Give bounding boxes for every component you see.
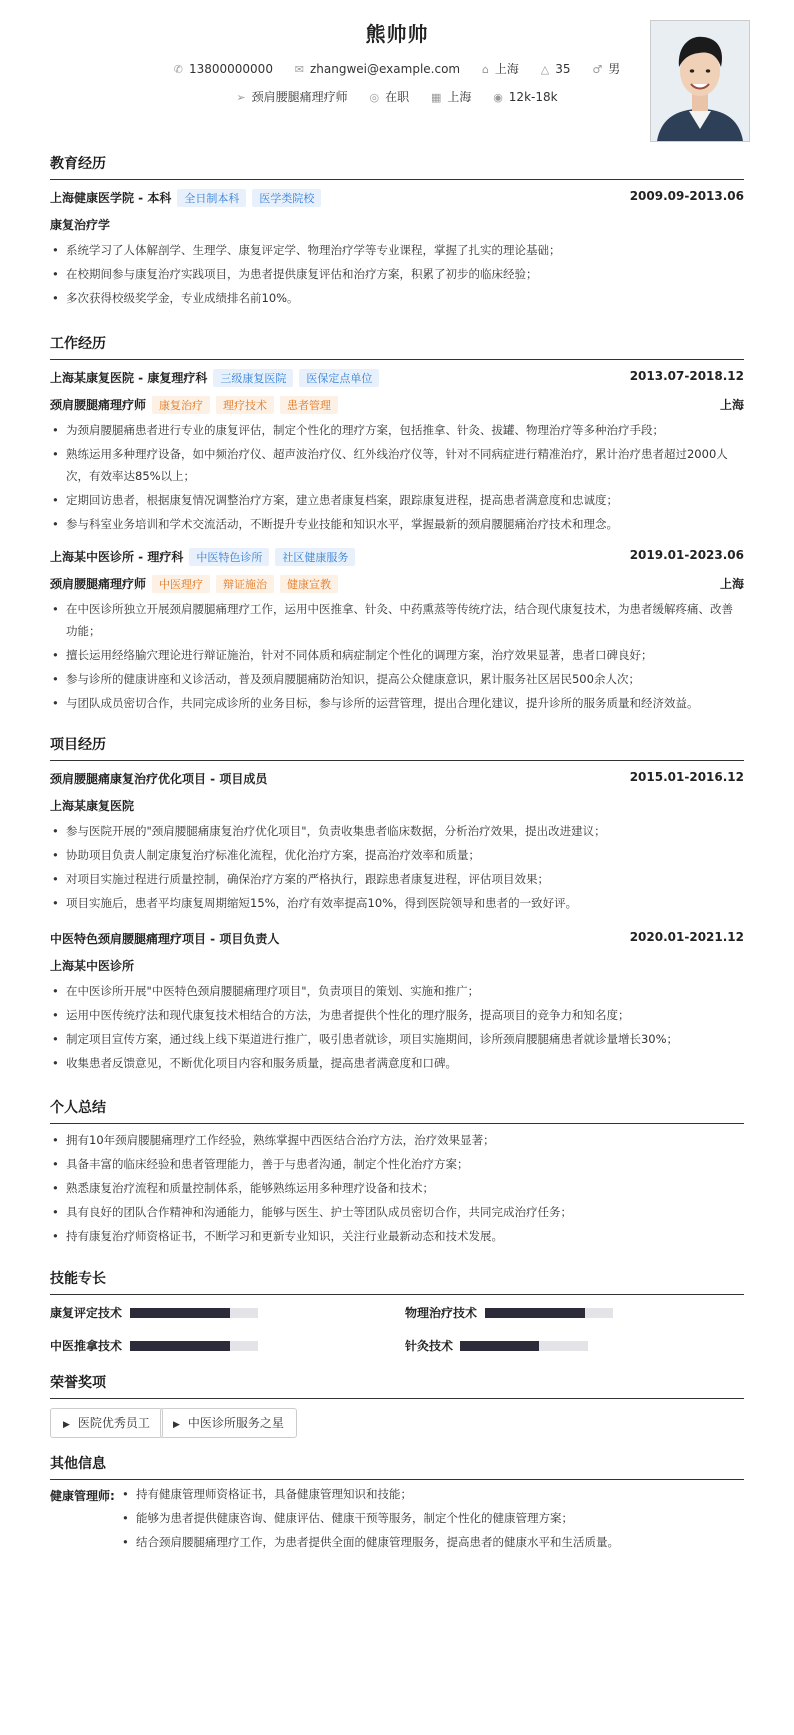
skill-bar-fill <box>485 1308 585 1318</box>
job-role: 颈肩腰腿痛理疗师 <box>50 398 147 412</box>
salary-item <box>493 90 557 104</box>
job-date: 2019.01-2023.06 <box>629 548 744 562</box>
list-item: • 擅长运用经络腧穴理论进行辩证施治，针对不同体质和病症制定个性化的调理方案，治疗效果显著，患者口碑良好； <box>50 644 744 666</box>
skill-label: 康复评定技术 <box>50 1306 123 1320</box>
skill-bar-fill <box>130 1308 230 1318</box>
job-date: 2013.07-2018.12 <box>629 369 744 383</box>
job-org: 上海某中医诊所 - 理疗科 <box>50 550 184 564</box>
play-icon: ▶ <box>63 1420 70 1430</box>
project-org-row <box>50 957 744 975</box>
list-item: • 对项目实施过程进行质量控制，确保治疗方案的严格执行，跟踪患者康复进程，评估项目效果； <box>50 868 744 890</box>
skill-label: 物理治疗技术 <box>405 1306 478 1320</box>
building-icon: ▦ <box>430 91 442 104</box>
honors-section <box>50 1372 744 1399</box>
list-item: • 系统学习了人体解剖学、生理学、康复评定学、物理治疗学等专业课程，掌握了扎实的理论基础； <box>50 239 744 261</box>
play-icon: ▶ <box>173 1420 180 1430</box>
skill-item <box>405 1304 705 1322</box>
list-item: • 运用中医传统疗法和现代康复技术相结合的方法，为患者提供个性化的理疗服务，提高项目的竞争力和知名度； <box>50 1004 744 1026</box>
skill-bar <box>460 1341 588 1351</box>
award-label: 医院优秀员工 <box>77 1416 150 1430</box>
salary-value: 12k-18k <box>508 90 558 104</box>
list-item: • 协助项目负责人制定康复治疗标准化流程，优化治疗方案，提高治疗效率和质量； <box>50 844 744 866</box>
skills-section <box>50 1268 744 1295</box>
org-tag: 三级康复医院 <box>213 369 293 387</box>
job-role: 颈肩腰腿痛理疗师 <box>50 577 147 591</box>
work-section <box>50 333 744 360</box>
award-badge <box>50 1408 163 1438</box>
list-item: • 在校期间参与康复治疗实践项目，为患者提供康复评估和治疗方案，积累了初步的临床经验； <box>50 263 744 285</box>
profile-photo <box>650 20 750 142</box>
summary-title: 个人总结 <box>50 1097 744 1124</box>
project-name: 中医特色颈肩腰腿痛理疗项目 - 项目负责人 <box>50 932 280 946</box>
list-item: • 多次获得校级奖学金，专业成绩排名前10%。 <box>50 287 744 309</box>
list-item: • 参与诊所的健康讲座和义诊活动，普及颈肩腰腿痛防治知识，提高公众健康意识，累计服务社区居民500余人次； <box>50 668 744 690</box>
avatar-portrait <box>651 21 749 141</box>
skill-bar <box>485 1308 613 1318</box>
project-org-row <box>50 797 744 815</box>
send-icon: ➢ <box>236 91 246 104</box>
phone-value: 13800000000 <box>188 62 273 76</box>
projects-title: 项目经历 <box>50 734 744 761</box>
education-school-row <box>50 189 744 207</box>
project-name: 颈肩腰腿痛康复治疗优化项目 - 项目成员 <box>50 772 268 786</box>
mail-icon: ✉ <box>294 63 304 76</box>
job-location: 上海 <box>719 577 744 591</box>
project-name-row <box>50 770 744 788</box>
email-value: zhangwei@example.com <box>310 62 461 76</box>
other-block <box>50 1487 744 1567</box>
school-name: 上海健康医学院 - 本科 <box>50 191 172 205</box>
education-bullets <box>50 239 744 311</box>
skill-item <box>50 1337 350 1355</box>
project-org: 上海某中医诊所 <box>50 959 135 973</box>
list-item: • 拥有10年颈肩腰腿痛理疗工作经验，熟练掌握中西医结合治疗方法，治疗效果显著； <box>50 1129 744 1151</box>
home-icon: ⌂ <box>481 63 489 76</box>
work-title: 工作经历 <box>50 333 744 360</box>
role-tag: 理疗技术 <box>216 396 274 414</box>
project-bullets <box>50 820 744 916</box>
list-item: • 在中医诊所开展"中医特色颈肩腰腿痛理疗项目"，负责项目的策划、实施和推广； <box>50 980 744 1002</box>
org-tag: 医保定点单位 <box>299 369 379 387</box>
skill-item <box>50 1304 350 1322</box>
award-label: 中医诊所服务之星 <box>187 1416 284 1430</box>
cake-icon: △ <box>540 63 550 76</box>
project-date: 2015.01-2016.12 <box>629 770 744 784</box>
honors-title: 荣誉奖项 <box>50 1372 744 1399</box>
project-org: 上海某康复医院 <box>50 799 135 813</box>
list-item: • 定期回访患者，根据康复情况调整治疗方案，建立患者康复档案，跟踪康复进程，提高患者满意度和忠诚度； <box>50 489 744 511</box>
award-badge <box>160 1408 297 1438</box>
list-item: • 制定项目宣传方案，通过线上线下渠道进行推广，吸引患者就诊，项目实施期间，诊所颈肩腰腿痛患者就诊量增长30%； <box>50 1028 744 1050</box>
other-label: 健康管理师: <box>50 1489 115 1503</box>
skill-bar-fill <box>460 1341 539 1351</box>
other-title: 其他信息 <box>50 1453 744 1480</box>
skill-item <box>405 1337 705 1355</box>
status-item <box>369 88 409 105</box>
summary-bullets <box>50 1129 744 1249</box>
job-bullets <box>50 419 744 537</box>
job-location: 上海 <box>719 398 744 412</box>
education-major-row <box>50 216 744 234</box>
job-title-item <box>236 88 347 105</box>
list-item: • 结合颈肩腰腿痛理疗工作，为患者提供全面的健康管理服务，提高患者的健康水平和生活质量。 <box>120 1531 744 1553</box>
phone-item <box>174 62 273 76</box>
role-tag: 康复治疗 <box>152 396 210 414</box>
city-value: 上海 <box>494 62 519 76</box>
skill-bar <box>130 1308 258 1318</box>
job-role-row <box>50 575 744 593</box>
job-role-row <box>50 396 744 414</box>
work-city-item <box>431 88 471 105</box>
org-tag: 中医特色诊所 <box>189 548 269 566</box>
list-item: • 熟悉康复治疗流程和质量控制体系，能够熟练运用多种理疗设备和技术； <box>50 1177 744 1199</box>
role-tag: 健康宣教 <box>280 575 338 593</box>
list-item: • 具备丰富的临床经验和患者管理能力，善于与患者沟通，制定个性化治疗方案； <box>50 1153 744 1175</box>
phone-icon: ✆ <box>173 63 183 76</box>
city-item <box>482 60 519 77</box>
list-item: • 具有良好的团队合作精神和沟通能力，能够与医生、护士等团队成员密切合作，共同完成治疗任务； <box>50 1201 744 1223</box>
honors-list <box>50 1408 744 1438</box>
major-name: 康复治疗学 <box>50 218 111 232</box>
age-item <box>541 62 571 76</box>
list-item: • 持有康复治疗师资格证书，不断学习和更新专业知识，关注行业最新动态和技术发展。 <box>50 1225 744 1247</box>
contact-row-1 <box>50 60 744 77</box>
list-item: • 参与科室业务培训和学术交流活动，不断提升专业技能和知识水平，掌握最新的颈肩腰腿痛治疗技术和理念。 <box>50 513 744 535</box>
skill-label: 中医推拿技术 <box>50 1339 123 1353</box>
status-value: 在职 <box>385 90 410 104</box>
job-org-row <box>50 369 744 387</box>
projects-section <box>50 734 744 761</box>
project-date: 2020.01-2021.12 <box>629 930 744 944</box>
education-title: 教育经历 <box>50 153 744 180</box>
gender-value: 男 <box>608 62 621 76</box>
gender-icon: ♂ <box>592 63 603 76</box>
contact-row-2 <box>50 88 744 105</box>
skill-bar-fill <box>130 1341 230 1351</box>
school-tag: 医学类院校 <box>252 189 321 207</box>
project-bullets <box>50 980 744 1076</box>
skills-title: 技能专长 <box>50 1268 744 1295</box>
status-icon: ◎ <box>369 91 380 104</box>
list-item: • 为颈肩腰腿痛患者进行专业的康复评估，制定个性化的理疗方案，包括推拿、针灸、拔罐、物理治疗等多种治疗手段； <box>50 419 744 441</box>
age-value: 35 <box>555 62 571 76</box>
job-org: 上海某康复医院 - 康复理疗科 <box>50 371 208 385</box>
coin-icon: ◉ <box>493 91 503 104</box>
list-item: • 持有健康管理师资格证书，具备健康管理知识和技能； <box>120 1483 744 1505</box>
role-tag: 辩证施治 <box>216 575 274 593</box>
other-section <box>50 1453 744 1480</box>
summary-section <box>50 1097 744 1124</box>
work-city-value: 上海 <box>447 90 472 104</box>
list-item: • 与团队成员密切合作，共同完成诊所的业务目标，参与诊所的运营管理，提出合理化建议，提升诊所的服务质量和经济效益。 <box>50 692 744 714</box>
project-name-row <box>50 930 744 948</box>
role-tag: 患者管理 <box>280 396 338 414</box>
candidate-name: 熊帅帅 <box>365 22 429 46</box>
job-bullets <box>50 598 744 716</box>
list-item: • 参与医院开展的"颈肩腰腿痛康复治疗优化项目"，负责收集患者临床数据，分析治疗效果，提出改进建议； <box>50 820 744 842</box>
education-section <box>50 153 744 180</box>
other-bullets <box>120 1483 744 1555</box>
skill-label: 针灸技术 <box>405 1339 454 1353</box>
school-tag: 全日制本科 <box>177 189 246 207</box>
gender-item <box>592 60 620 77</box>
email-item <box>295 62 460 76</box>
list-item: • 熟练运用多种理疗设备，如中频治疗仪、超声波治疗仪、红外线治疗仪等，针对不同病症进行精准治疗，累计治疗患者超过2000人次，有效率达85%以上； <box>50 443 744 487</box>
skill-bar <box>130 1341 258 1351</box>
list-item: • 在中医诊所独立开展颈肩腰腿痛理疗工作，运用中医推拿、针灸、中药熏蒸等传统疗法，结合现代康复技术，为患者缓解疼痛、改善功能； <box>50 598 744 642</box>
list-item: • 收集患者反馈意见，不断优化项目内容和服务质量，提高患者满意度和口碑。 <box>50 1052 744 1074</box>
list-item: • 能够为患者提供健康咨询、健康评估、健康干预等服务，制定个性化的健康管理方案； <box>120 1507 744 1529</box>
role-tag: 中医理疗 <box>152 575 210 593</box>
job-org-row <box>50 548 744 566</box>
org-tag: 社区健康服务 <box>275 548 355 566</box>
education-date: 2009.09-2013.06 <box>629 189 744 203</box>
list-item: • 项目实施后，患者平均康复周期缩短15%，治疗有效率提高10%，得到医院领导和患者的一致好评。 <box>50 892 744 914</box>
job-title-value: 颈肩腰腿痛理疗师 <box>251 90 348 104</box>
